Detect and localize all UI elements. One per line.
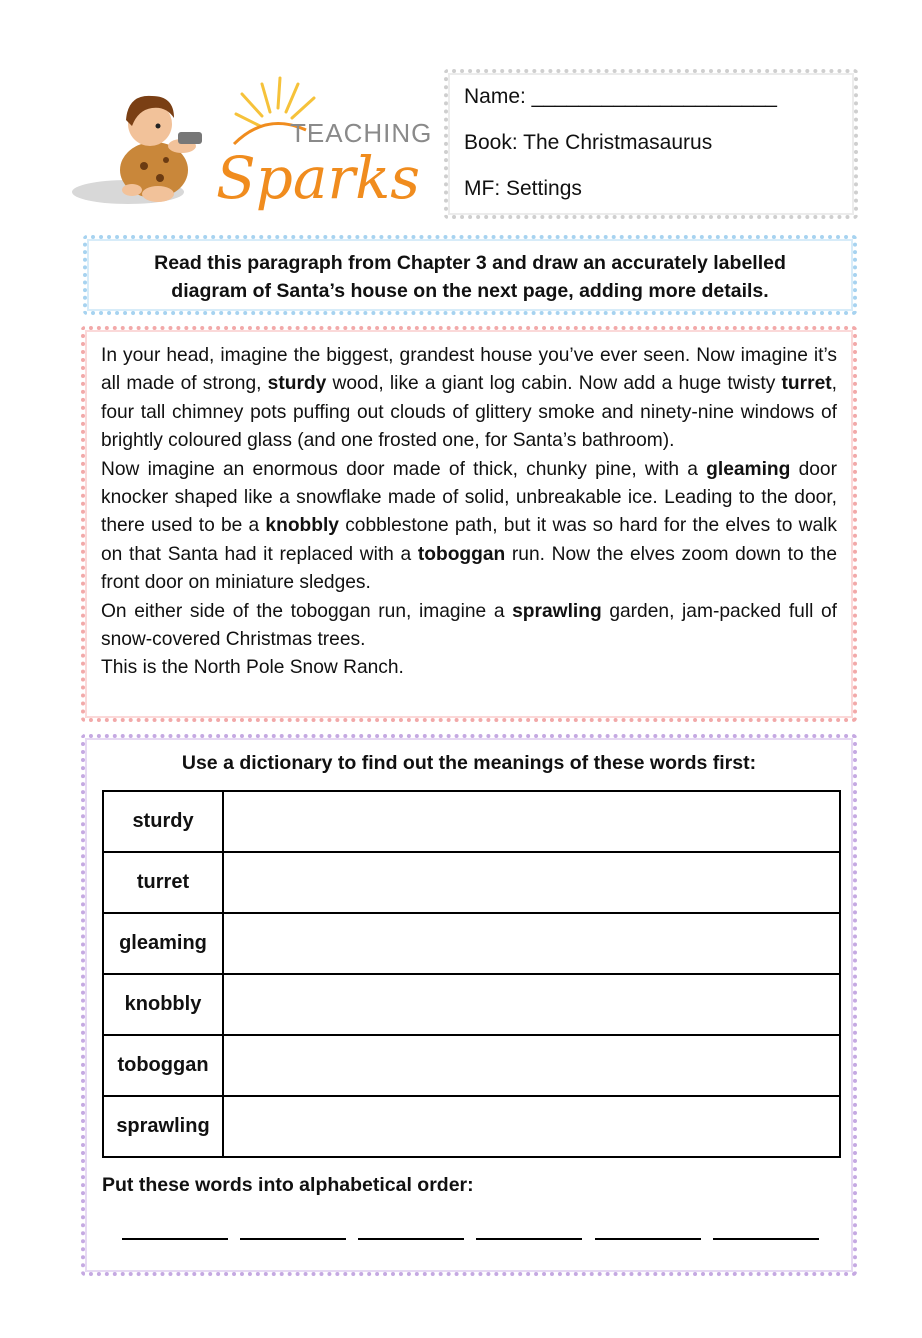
word-cell: toboggan: [103, 1035, 223, 1096]
word-cell: gleaming: [103, 913, 223, 974]
text-run: On either side of the toboggan run, imagine a: [101, 600, 513, 622]
paragraph-3: [101, 598, 837, 655]
table-row: [103, 1096, 840, 1157]
teaching-sparks-logo: [66, 74, 438, 224]
text-run: garden, jam-packed full of snow-covered Christmas trees.: [101, 600, 838, 651]
answer-blank-6[interactable]: [713, 1238, 819, 1240]
instructions-line-1: Read this paragraph from Chapter 3 and draw an accurately labelled: [154, 252, 786, 274]
answer-blank-3[interactable]: [358, 1238, 464, 1240]
logo-wordmark-bottom: Sparks: [216, 144, 421, 212]
table-row: [103, 1035, 840, 1096]
word-cell: knobbly: [103, 974, 223, 1035]
definition-cell[interactable]: [223, 913, 840, 974]
logo-wordmark-top: TEACHING: [290, 118, 433, 148]
paragraph-2: [101, 456, 837, 598]
mf-label: MF: Settings: [464, 177, 582, 200]
definition-cell[interactable]: [223, 974, 840, 1035]
definition-cell[interactable]: [223, 791, 840, 852]
instructions-box: [83, 235, 857, 315]
book-label: Book: The Christmasaurus: [464, 131, 713, 154]
text-run: wood, like a giant log cabin. Now add a huge twisty: [326, 373, 782, 395]
keyword-turret: turret: [781, 373, 832, 395]
student-info-box: [444, 69, 858, 219]
word-cell: turret: [103, 852, 223, 913]
answer-blank-5[interactable]: [595, 1238, 701, 1240]
vocabulary-box: [81, 734, 857, 1276]
text-run: , four tall chimney pots puffing out clouds of glittery smoke and ninety-nine windows of brightly coloured glass (and one frosted one, for Santa’s bathroom).: [101, 373, 837, 452]
text-run: In your head, imagine the biggest, grandest house you’ve ever seen. Now imagine it’s all made of strong,: [101, 345, 837, 395]
keyword-sprawling: sprawling: [512, 600, 602, 622]
text-run: cobblestone path, but it was so hard for the elves to walk on that Santa had it replaced with a: [101, 515, 837, 565]
table-row: [103, 974, 840, 1035]
name-field[interactable]: Name: _____________________: [464, 85, 777, 108]
word-cell: sprawling: [103, 1096, 223, 1157]
answer-blank-2[interactable]: [240, 1238, 346, 1240]
paragraph-1: [101, 342, 837, 456]
text-run: door knocker shaped like a snowflake made of solid, unbreakable ice. Leading to the door, there used to be a: [101, 458, 837, 537]
definition-cell[interactable]: [223, 1096, 840, 1157]
story-paragraph-box: [81, 326, 857, 722]
vocab-title: Use a dictionary to find out the meanings of these words first:: [181, 752, 757, 774]
text-run: run. Now the elves zoom down to the front door on miniature sledges.: [101, 543, 837, 594]
definition-cell[interactable]: [223, 1035, 840, 1096]
keyword-sturdy: sturdy: [267, 373, 327, 395]
answer-blank-1[interactable]: [122, 1238, 228, 1240]
word-definition-table: [102, 790, 841, 1158]
paragraph-4: This is the North Pole Snow Ranch.: [101, 657, 404, 679]
word-cell: sturdy: [103, 791, 223, 852]
table-row: [103, 913, 840, 974]
instructions-line-2: diagram of Santa’s house on the next page, adding more details.: [171, 280, 769, 302]
keyword-knobbly: knobbly: [265, 515, 339, 537]
table-row: [103, 791, 840, 852]
text-run: Now imagine an enormous door made of thick, chunky pine, with a: [101, 458, 707, 480]
answer-blank-4[interactable]: [476, 1238, 582, 1240]
table-row: [103, 852, 840, 913]
alphabetical-order-title: Put these words into alphabetical order:: [102, 1174, 474, 1196]
definition-cell[interactable]: [223, 852, 840, 913]
keyword-toboggan: toboggan: [417, 543, 506, 565]
caveman-mascot-icon: [66, 74, 438, 224]
keyword-gleaming: gleaming: [706, 458, 791, 480]
